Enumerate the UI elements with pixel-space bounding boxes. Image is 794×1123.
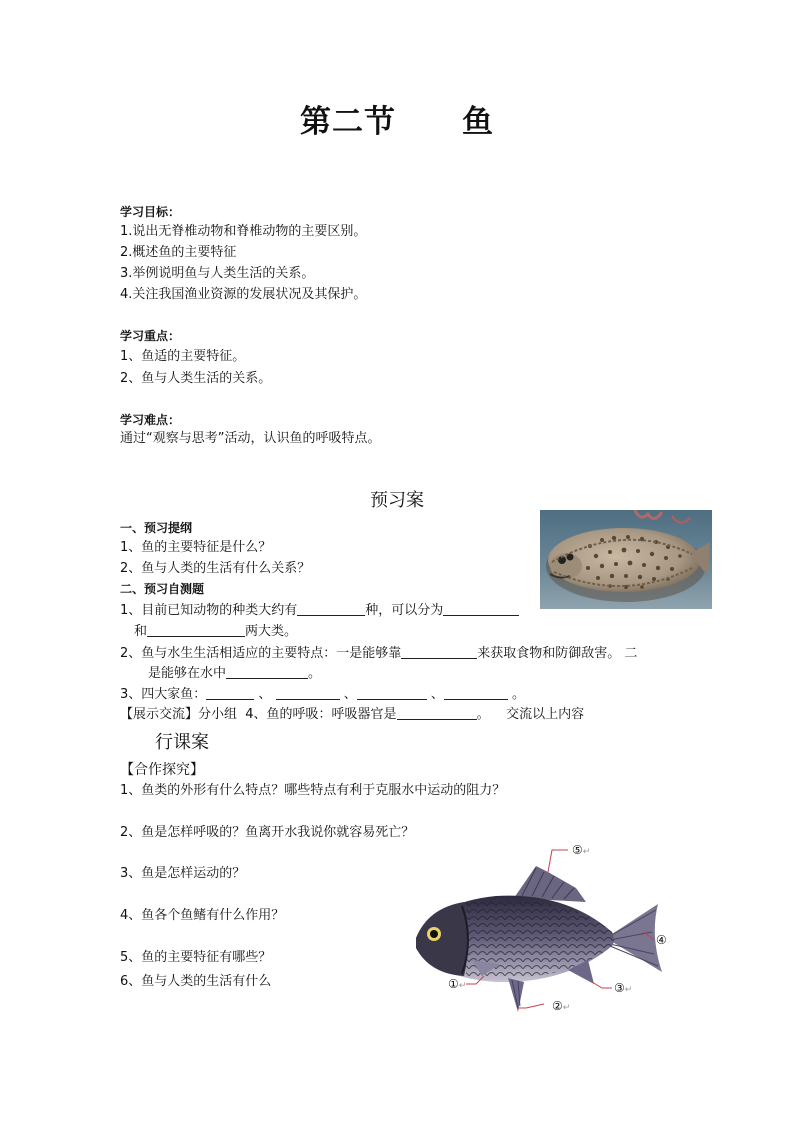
question-4-row [120, 705, 584, 725]
objective-item: 2.概述鱼的主要特征 [120, 245, 237, 260]
carp-diagram [406, 836, 686, 1026]
lesson-question: 1、鱼类的外形有什么特点？哪些特点有利于克服水中运动的阻力？ [120, 783, 506, 798]
q3-sep: 、 [343, 687, 357, 702]
q2-text-a: 2、鱼与水生生活相适应的主要特点：一是能够靠 [120, 646, 402, 661]
objective-item: 3.举例说明鱼与人类生活的关系。 [120, 266, 315, 281]
answer-blank[interactable] [444, 685, 508, 700]
q3-sep: 、 [258, 687, 272, 702]
preview-heading: 预习案 [370, 490, 424, 511]
show-exchange-b: 交流以上内容 [506, 707, 585, 722]
answer-blank[interactable] [397, 705, 477, 720]
label-4 [656, 930, 667, 950]
question-1-cont [134, 622, 297, 642]
objective-item: 1.说出无脊椎动物和脊椎动物的主要区别。 [120, 224, 367, 239]
label-4-num: ④ [656, 933, 667, 947]
difficulties-text: 通过“观察与思考”活动，认识鱼的呼吸特点。 [120, 431, 381, 446]
label-1 [448, 974, 466, 996]
label-3 [614, 978, 632, 1000]
return-mark: ↵ [582, 847, 591, 857]
lesson-question: 2、鱼是怎样呼吸的？鱼离开水我说你就容易死亡？ [120, 825, 415, 840]
answer-blank[interactable] [206, 685, 254, 700]
coop-label: 【合作探究】 [120, 762, 204, 778]
page-title [0, 96, 794, 141]
q4-text-a: 4、鱼的呼吸：呼吸器官是 [245, 707, 397, 722]
q3-end: 。 [512, 687, 526, 702]
label-5-num: ⑤ [572, 843, 583, 857]
label-1-num: ① [448, 977, 459, 991]
outline-item: 1、鱼的主要特征是什么？ [120, 540, 272, 555]
flounder-image [540, 510, 712, 609]
lesson-question: 6、鱼与人类的生活有什么 [120, 974, 272, 989]
answer-blank[interactable] [226, 664, 308, 679]
question-2 [120, 644, 637, 664]
label-2 [552, 996, 570, 1018]
return-mark: ↵ [624, 985, 633, 995]
outline-item: 2、鱼与人类的生活有什么关系？ [120, 561, 311, 576]
difficulties-label: 学习难点： [120, 413, 181, 427]
q2-text-c: 是能够在水中 [148, 666, 227, 681]
return-mark: ↵ [562, 1003, 571, 1013]
objectives-label: 学习目标： [120, 205, 181, 219]
answer-blank[interactable] [276, 685, 340, 700]
q3-sep: 、 [430, 687, 444, 702]
question-3 [120, 685, 525, 705]
q3-text: 3、四大家鱼： [120, 687, 207, 702]
lesson-heading: 行课案 [155, 732, 209, 753]
answer-blank[interactable] [147, 622, 245, 637]
lesson-question: 3、鱼是怎样运动的？ [120, 866, 246, 881]
answer-blank[interactable] [357, 685, 427, 700]
question-2-cont [148, 664, 321, 684]
outline-label: 一、预习提纲 [120, 521, 193, 535]
answer-blank[interactable] [401, 644, 477, 659]
carp-illustration [406, 836, 686, 1026]
flounder-illustration [540, 510, 712, 609]
lesson-question: 4、鱼各个鱼鳍有什么作用？ [120, 908, 285, 923]
label-5 [572, 840, 590, 862]
answer-blank[interactable] [443, 601, 519, 616]
q1-text-d: 两大类。 [245, 624, 298, 639]
lesson-question: 5、鱼的主要特征有哪些？ [120, 950, 272, 965]
q2-text-b: 来获取食物和防御敌害。 二 [477, 646, 638, 661]
title-part-2: 鱼 [462, 104, 494, 140]
q1-text-a: 1、目前已知动物的种类大约有 [120, 603, 298, 618]
q2-text-d: 。 [308, 666, 322, 681]
objective-item: 4.关注我国渔业资源的发展状况及其保护。 [120, 287, 367, 302]
label-3-num: ③ [614, 981, 625, 995]
q1-text-c: 和 [134, 624, 148, 639]
answer-blank[interactable] [297, 601, 365, 616]
q4-text-b: 。 [476, 707, 490, 722]
key-point-item: 1、鱼适的主要特征。 [120, 349, 246, 364]
return-mark: ↵ [458, 981, 467, 991]
question-1 [120, 601, 519, 621]
key-point-item: 2、鱼与人类生活的关系。 [120, 371, 272, 386]
key-points-label: 学习重点： [120, 329, 181, 343]
q1-text-b: 种，可以分为 [365, 603, 444, 618]
label-2-num: ② [552, 999, 563, 1013]
show-exchange-a: 【展示交流】分小组 [120, 707, 238, 722]
title-part-1: 第二节 [300, 104, 396, 140]
selftest-label: 二、预习自测题 [120, 582, 205, 596]
